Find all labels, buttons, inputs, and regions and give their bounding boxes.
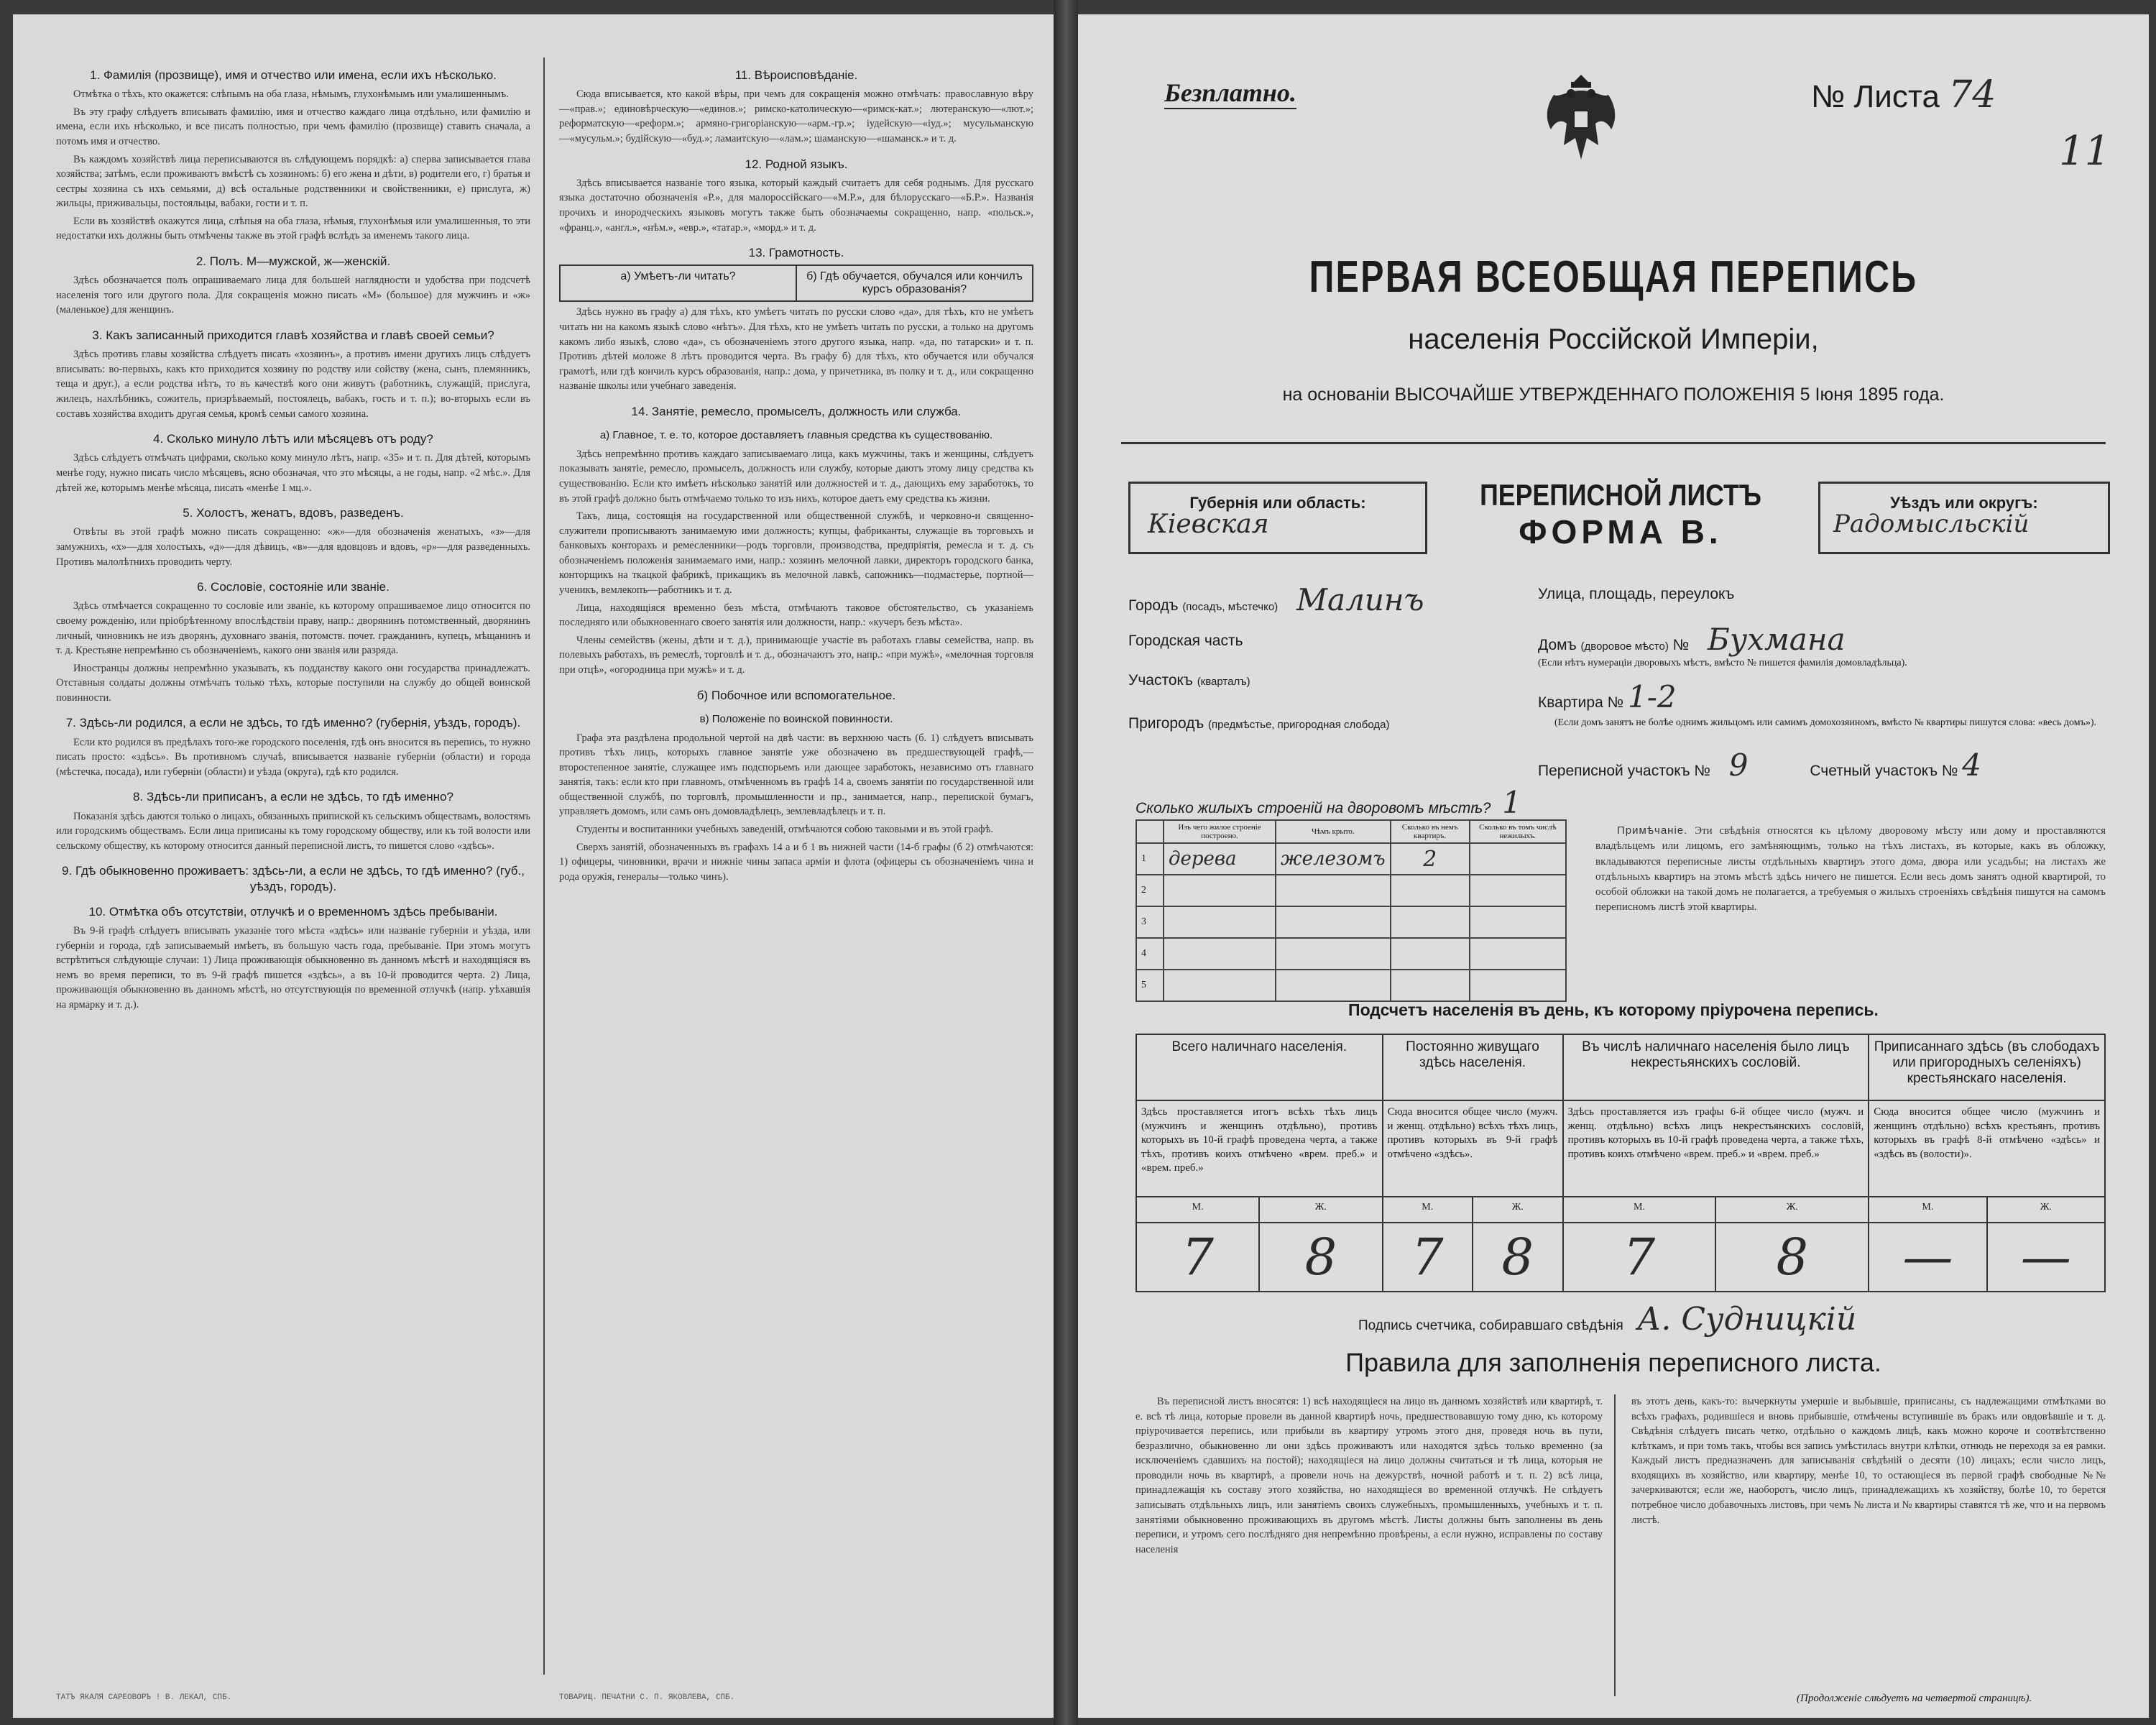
count-header-row [1136, 1034, 2105, 1100]
instruction-paragraph: Лица, находящіяся временно безъ мѣста, отмѣчаютъ таковое обстоятельство, съ указаніемъ последняго или обыкновеннаго своего занятія или должности, напр.: «кучеръ безъ мѣста». [559, 602, 1033, 629]
row-number: 4 [1136, 938, 1164, 970]
nonresidential-cell [1470, 843, 1566, 875]
header-total-present: Всего наличнаго населенія. [1136, 1034, 1383, 1100]
buildings-table [1135, 819, 1567, 1002]
section-heading: 9. Гдѣ обыкновенно проживаетъ: здѣсь-ли, а если не здѣсь, то гдѣ именно? (губ., уѣздъ, городъ). [62, 864, 525, 893]
row-number: 2 [1136, 875, 1164, 906]
header-roof: Чѣмъ крыто. [1276, 820, 1391, 843]
sex-label: М. [1869, 1197, 1986, 1223]
instruction-paragraph: Отвѣты въ этой графѣ можно писать сокращенно: «ж»—для обозначенія женатыхъ, «з»—для замужнихъ, «х»—для холостыхъ, «д»—для дѣвицъ, «в»—для вдовцовъ и вдовъ, «р»—для разведенныхъ. Противъ малолѣтнихъ проводить черту. [56, 526, 530, 568]
sex-label: Ж. [1259, 1197, 1382, 1223]
city-part-field: Городская часть [1128, 632, 1243, 649]
census-area-label: Переписной участокъ № [1538, 763, 1710, 779]
rules-divider [1614, 1394, 1616, 1696]
desc-total-present: Здѣсь проставляется итогъ всѣхъ тѣхъ лицъ (мужчинъ и женщинъ отдѣльно), противъ которыхъ въ 10-й графѣ проведена черта, а также тѣхъ, противъ коихъ отмѣчено «врем. преб.» и «врем. преб.» [1136, 1100, 1383, 1197]
sheet-number-value: 74 [1948, 73, 1996, 116]
section-subheading: в) Положеніе по воинской повинности. [699, 712, 893, 725]
instruction-paragraph: Здѣсь обозначается полъ опрашиваемаго лица для большей наглядности и удобства при подсчетѣ населенія того или другого пола. Для сокращенія можно писать «М» (большое) для мужчинъ и «ж» (маленькое) для женщинъ. [56, 275, 530, 316]
header-apartments: Сколько въ немъ квартиръ. [1391, 820, 1470, 843]
instructions-column-2 [559, 58, 1033, 887]
page-fold [1054, 0, 1078, 1725]
city-value: Малинъ [1296, 582, 1424, 617]
sex-label: М. [1563, 1197, 1716, 1223]
desc-registered-peasant: Сюда вносится общее число (мужчинъ и женщинъ отдѣльно) всѣхъ крестьянъ, противъ которыхъ въ графѣ 8-й отмѣчено «здѣсь» и «здѣсь въ (волости)». [1869, 1100, 2105, 1197]
sex-label: М. [1136, 1197, 1259, 1223]
nonresidential-cell [1470, 875, 1566, 906]
section-heading: 4. Сколько минуло лѣтъ или мѣсяцевъ отъ роду? [153, 432, 433, 446]
sheet-number-label: № Листа [1811, 79, 1940, 114]
header-nonresidential: Сколько въ томъ числѣ нежилыхъ. [1470, 820, 1566, 843]
table-row [1136, 906, 1566, 938]
signature-label: Подпись счетчика, собиравшаго свѣдѣнія [1358, 1318, 1623, 1333]
counter-area-value: 4 [1962, 748, 1982, 783]
suburb-field [1128, 715, 1389, 732]
instruction-paragraph: Въ эту графу слѣдуетъ вписывать фамилію, имя и отчество каждаго лица отдѣльно, или фамилію и имена, если ихъ нѣсколько, и все писать полностью, при чемъ фамилію (прозвище) ставить сначала, а потомъ имя и отчество. [56, 106, 530, 147]
nonpeasant-female-value: 8 [1715, 1223, 1869, 1292]
roof-cell [1276, 875, 1391, 906]
city-hint: (посадъ, мѣстечко) [1182, 601, 1279, 613]
district-label: Уѣздъ или округъ: [1890, 494, 2038, 512]
sex-label: Ж. [1473, 1197, 1563, 1223]
free-label: Безплатно. [1164, 78, 1296, 109]
buildings-value: 1 [1502, 785, 1521, 820]
row-number: 3 [1136, 906, 1164, 938]
section-heading: 6. Сословіе, состояніе или званіе. [197, 580, 390, 594]
house-hint: (дворовое мѣсто) [1580, 640, 1669, 653]
district-unit-label: Участокъ [1128, 672, 1193, 689]
house-value: Бухмана [1708, 622, 1846, 657]
instruction-paragraph: Отмѣтка о тѣхъ, кто окажется: слѣпымъ на оба глаза, нѣмымъ, глухонѣмымъ или умалишеннымъ. [73, 88, 509, 101]
form-heading [1430, 478, 1811, 551]
total-male-value: 7 [1136, 1223, 1259, 1292]
form-heading-line2: ФОРМА В. [1519, 513, 1723, 551]
section-heading: 14. Занятіе, ремесло, промыселъ, должность или служба. [631, 404, 962, 418]
section-heading: б) Побочное или вспомогательное. [696, 688, 896, 702]
province-label: Губернія или область: [1189, 494, 1366, 512]
section-heading: 8. Здѣсь-ли приписанъ, а если не здѣсь, то гдѣ именно? [133, 790, 453, 804]
peasant-male-value: — [1869, 1223, 1986, 1292]
sheet-number [1811, 73, 1996, 116]
count-values-row [1136, 1223, 2105, 1292]
instruction-paragraph: Здѣсь слѣдуетъ отмѣчать цифрами, сколько кому минуло лѣтъ, напр. «35» и т. п. Для дѣтей, которымъ менѣе году, нужно писать число мѣсяцевъ, ясно обозначая, что это мѣсяцы, а не годы, напр. «2 мѣс.». Для дѣтей же, которымъ менѣе мѣсяца, писать «менѣе 1 мц.». [56, 452, 530, 494]
table-row [1136, 875, 1566, 906]
city-label: Городъ [1128, 597, 1179, 614]
district-unit-field [1128, 672, 1250, 689]
imperial-eagle-emblem [1538, 66, 1624, 167]
literacy-subcolumns [559, 264, 1033, 302]
desc-permanent: Сюда вносится общее число (мужч. и женщ. отдѣльно) всѣхъ тѣхъ лицъ, противъ которыхъ въ 9-й графѣ отмѣчено «здѣсь». [1383, 1100, 1563, 1197]
buildings-question [1135, 785, 1521, 820]
table-row [1136, 970, 1566, 1001]
province-value: Кіевская [1148, 510, 1269, 539]
buildings-label: Сколько жилыхъ строеній на дворовомъ мѣстѣ? [1135, 800, 1491, 816]
instruction-paragraph: Показанія здѣсь даются только о лицахъ, обязанныхъ припиской къ сельскимъ обществамъ, волостямъ или городскимъ обществамъ. Если лица приписаны къ тому городскому обществу, или къ той волости или сельскому обществу, къ которому относится данный переписной листъ, то пишется слово «здѣсь». [56, 810, 530, 852]
material-cell [1164, 970, 1276, 1001]
row-number: 5 [1136, 970, 1164, 1001]
row-number: 1 [1136, 843, 1164, 875]
apartments-cell: 2 [1391, 843, 1470, 875]
peasant-female-value: — [1987, 1223, 2105, 1292]
population-count-table [1135, 1034, 2106, 1292]
counter-area-label: Счетный участокъ № [1810, 763, 1958, 779]
count-title: Подсчетъ населенія въ день, къ которому пріурочена перепись. [1348, 1000, 1879, 1019]
apartments-cell [1391, 906, 1470, 938]
apartments-cell [1391, 970, 1470, 1001]
literacy-subcolumn: б) Гдѣ обучается, обучался или кончилъ курсъ образованія? [796, 266, 1032, 300]
note-title: Примѣчаніе. [1617, 824, 1688, 837]
section-heading: 5. Холостъ, женатъ, вдовъ, разведенъ. [183, 506, 404, 520]
apartments-cell [1391, 875, 1470, 906]
header-num [1136, 820, 1164, 843]
census-title: ПЕРВАЯ ВСЕОБЩАЯ ПЕРЕПИСЬ [1309, 252, 1918, 302]
material-cell [1164, 938, 1276, 970]
apartment-field [1538, 679, 1677, 714]
header-registered-peasant: Приписаннаго здѣсь (въ слободахъ или пригородныхъ селеніяхъ) крестьянскаго населенія. [1869, 1034, 2105, 1100]
instruction-paragraph: Въ 9-й графѣ слѣдуетъ вписывать указаніе того мѣста «здѣсь» или названіе губерніи и уѣзда, или губерніи и города, гдѣ записываемый имѣетъ, въ большую часть года, пребываніе. При этомъ могутъ встрѣтиться слѣдующіе случаи: 1) Лица проживающія обыкновенно въ данномъ мѣстѣ и находящіяся въ немъ во время переписи, то въ 9-й графѣ пишется «здѣсь», а въ 10-й проводится черта. 2) Лица, проживающія обыкновенно въ данномъ мѣстѣ, но отсутствующія по временной отлучкѣ (напр. уѣхавшія на ярмарку и т. д.). [56, 925, 530, 1011]
instruction-paragraph: Если кто родился въ предѣлахъ того-же городского поселенія, гдѣ онъ вносится въ перепись, то нужно писать просто: «здѣсь». Въ противномъ случаѣ, вписывается названіе губерніи (области) и города (мѣстечка, посада), или губерніи (области) и уѣзда (округа), гдѣ кто родился. [56, 736, 530, 778]
instruction-paragraph: Иностранцы должны непремѣнно указывать, къ подданству какого они государства принадлежатъ. Отставныя солдаты должны отмѣчать только тѣхъ, которые поступили на службу до общей воинской повинности. [56, 662, 530, 704]
roof-cell [1276, 938, 1391, 970]
instruction-paragraph: Здѣсь непремѣнно противъ каждаго записываемаго лица, какъ мужчины, такъ и женщины, слѣдуетъ показывать занятіе, ремесло, промыселъ, должность или службу, которые даютъ этому лицу средства къ существованію. Если кто имѣетъ нѣсколько занятій или должностей и т. д., дающихъ ему заработокъ, то въ этой графѣ должно быть отмѣчаемо только то изъ нихъ, которое даетъ ему средства къ жизни. [559, 448, 1033, 505]
section-heading: 13. Грамотность. [748, 246, 844, 260]
instruction-paragraph: Здѣсь вписывается названіе того языка, который каждый считаетъ для себя роднымъ. Для русскаго языка достаточно обозначенія «Р.», для малороссійскаго—«М.Р.», для бѣлорусскаго—«Б.Р.». Названія прочихъ и инородческихъ языковъ могутъ также быть обозначаемы сокращенно, напр. «польск.», «франц.», «англ.», «нѣм.», «евр.», «татар.», «морд.» и т. д. [559, 177, 1033, 234]
instruction-paragraph: Въ каждомъ хозяйствѣ лица переписываются въ слѣдующемъ порядкѣ: а) сперва записывается глава хозяйства; затѣмъ, если проживаютъ вмѣстѣ съ хозяиномъ: б) его жена и дѣти, в) родители его, г) братья и сестры хозяина съ ихъ семьями, д) всѣ остальные родственники и свойственники, е) прислуга, ж) жильцы, приживальцы, постояльцы, вабаки, гости и т. п. [56, 153, 530, 210]
instruction-paragraph: Здѣсь нужно въ графу а) для тѣхъ, кто умѣетъ читать по русски слово «да», для тѣхъ, кто не умѣетъ читать ни на какомъ языкѣ слово «нѣтъ». Для тѣхъ, кто не умѣетъ читать по русски, а только на другомъ какомъ либо языкѣ, слово «да», съ обозначеніемъ этого другого языка, напр. «да, по татарски» и т. п. Противъ дѣтей моложе 8 лѣтъ проводится черта. Въ графу б) для тѣхъ, кто обучается или обучался грамотѣ, или гдѣ кончилъ курсъ образованія, напр.: дома, у причетника, въ полку и т. д., или сокращенно названіе школы или учебнаго заведенія. [559, 306, 1033, 392]
section-heading: 2. Полъ. М—мужской, ж—женскій. [195, 254, 391, 269]
apartment-note: (Если домъ занятъ не болѣе однимъ жильцомъ или самимъ домохозяиномъ, вмѣсто № квартиры пишутся слова: «весь домъ»). [1554, 717, 2096, 728]
nonresidential-cell [1470, 906, 1566, 938]
instruction-paragraph: Члены семействъ (жены, дѣти и т. д.), принимающіе участіе въ работахъ главы семейства, напр. въ полевыхъ работахъ, въ ремеслѣ, торговлѣ и т. д., обозначаютъ это, напр.: «при мужѣ», «мелочная торговля при отцѣ», «огородница при мужѣ» и т. д. [559, 634, 1033, 676]
rules-title: Правила для заполненія переписного листа. [1345, 1348, 1881, 1377]
house-field [1538, 622, 1846, 657]
instruction-paragraph: Здѣсь противъ главы хозяйства слѣдуетъ писать «хозяинъ», а противъ имени другихъ лицъ слѣдуетъ вписывать: во-первыхъ, какъ кто приходится хозяину по родству или сойству (жена, сынъ, племянникъ, теща и друг.), а если родства нѣтъ, то въ качествѣ кого они живутъ (работникъ, служащій, прислуга, жилецъ, нахлѣбникъ, сожитель, призрѣваемый, постоялецъ, вабакъ, гость и т. п.); во-вторыхъ если въ составъ хозяйства входитъ другая семья, кромѣ семьи самого хозяина. [56, 349, 530, 420]
nonresidential-cell [1470, 970, 1566, 1001]
district-box [1818, 482, 2110, 554]
nonresidential-cell [1470, 938, 1566, 970]
permanent-male-value: 7 [1383, 1223, 1473, 1292]
printer-footer-right: ТОВАРИЩ. ПЕЧАТНИ С. П. ЯКОВЛЕВА, СПБ. [559, 1693, 735, 1702]
section-heading: 3. Какъ записанный приходится главѣ хозяйства и главѣ своей семьи? [92, 328, 494, 343]
section-heading: 1. Фамилія (прозвище), имя и отчество или имена, если ихъ нѣсколько. [90, 68, 497, 82]
table-row [1136, 938, 1566, 970]
roof-cell [1276, 906, 1391, 938]
sex-label: Ж. [1715, 1197, 1869, 1223]
count-sex-row [1136, 1197, 2105, 1223]
suburb-hint: (предмѣстье, пригородная слобода) [1208, 719, 1390, 731]
suburb-label: Пригородъ [1128, 715, 1204, 732]
instruction-paragraph: Если въ хозяйствѣ окажутся лица, слѣпыя на оба глаза, нѣмыя, глухонѣмыя или умалишенныя, то эти недостатки ихъ должны быть отмѣчены также въ этой графѣ вслѣдъ за именемъ такого лица. [56, 215, 530, 242]
section-subheading: а) Главное, т. е. то, которое доставляетъ главныя средства къ существованію. [599, 429, 993, 442]
nonpeasant-male-value: 7 [1563, 1223, 1716, 1292]
signature-line [1358, 1301, 1856, 1338]
instruction-paragraph: Сверхъ занятій, обозначенныхъ въ графахъ 14 а и б 1 въ нижней части (14-б графы (б 2) отмѣчаются: 1) офицеры, чиновники, врачи и нижніе чины запаса арміи и флота (офицеры съ обозначеніемъ чина и рода оружія, генералы—только чинъ). [559, 841, 1033, 883]
house-label: Домъ [1538, 637, 1577, 653]
count-desc-row [1136, 1100, 2105, 1197]
table-row [1136, 843, 1566, 875]
apartment-value: 1-2 [1627, 679, 1677, 714]
census-area-field [1538, 748, 1981, 783]
material-cell: дерева [1164, 843, 1276, 875]
continue-note: (Продолженіе слѣдуетъ на четвертой страницѣ). [1797, 1693, 2032, 1704]
census-form-page [1078, 14, 2149, 1718]
literacy-subcolumn: а) Умѣетъ-ли читать? [620, 270, 736, 283]
census-subtitle: населенія Россійской Имперіи, [1408, 323, 1819, 355]
material-cell [1164, 875, 1276, 906]
header-non-peasant: Въ числѣ наличнаго населенія было лицъ некрестьянскихъ сословій. [1563, 1034, 1869, 1100]
signature-value: А. Судницкій [1637, 1301, 1857, 1338]
roof-cell: железомъ [1276, 843, 1391, 875]
apartment-label: Квартира № [1538, 694, 1624, 711]
instruction-paragraph: Здѣсь отмѣчается сокращенно то сословіе или званіе, къ которому опрашиваемое лицо относится по своему рожденію, или пріобрѣтенному впослѣдствіи праву, напр.: дворянинъ потомственный, дворянинъ личный, чиновникъ не изъ дворянъ, духовнаго званія, потомств. почет. гражданинъ, купецъ, мѣщанинъ и т. д. Крестьяне непремѣнно съ обозначеніемъ, какого они званія или разряда. [56, 600, 530, 657]
house-number-sign: № [1672, 637, 1690, 653]
rules-text-left: Въ переписной листъ вносятся: 1) всѣ находящіеся на лицо въ данномъ хозяйствѣ или квартирѣ, т. е. всѣ тѣ лица, которые провели въ данной квартирѣ ночь, предшествовавшую тому дню, къ которому пріурочивается перепись, или прибыли въ квартиру утромъ этого дня, проведя ночь въ пути, безразлично, обыкновенно ли они здѣсь проживаютъ или находятся здѣсь только временно (за исключеніемъ сдавшихъ на постой); находящіеся на лицо должны считаться и тѣ лица, которыя не проводили ночь въ квартирѣ, а провели ночь на дежурствѣ, ночной работѣ и т. п. 2) всѣ лица, принадлежащія къ составу этого хозяйства, но находящіеся во временной отлучкѣ. Не слѣдуетъ записывать отдѣльныхъ лицъ, или занятіемъ своихъ служебныхъ, промышленныхъ, учебныхъ и т. п. занятіями обыкновенно проживающихъ въ другомъ мѣстѣ. Листы должны быть заполнены въ день переписи, и утромъ сего послѣдняго дня непремѣнно провѣрены, а если нужно, исправлены по составу населенія [1135, 1396, 1603, 1555]
census-area-value: 9 [1728, 748, 1749, 783]
street-field: Улица, площадь, переулокъ [1538, 586, 1735, 602]
district-unit-hint: (кварталъ) [1197, 676, 1250, 688]
permanent-female-value: 8 [1473, 1223, 1563, 1292]
buildings-note [1595, 823, 2106, 916]
instruction-paragraph: Графа эта раздѣлена продольной чертой на двѣ части: въ верхнюю часть (б. 1) слѣдуетъ вписывать противъ тѣхъ лицъ, которыхъ главное занятіе уже обозначено въ предшествующей графѣ,—второстепенное занятіе, служащее имъ подспорьемъ или дающее заработокъ, независимо отъ главнаго занятія, такъ: если кто при главномъ, отмѣченномъ въ графѣ 14 а, своемъ занятіи по государственной или общественной службѣ, по торговлѣ, промышленности и пр., занимается, напр., перепиской бумагъ, управляетъ домомъ, или самъ онъ домовладѣлецъ, землевладѣлецъ и т. п. [559, 732, 1033, 818]
note-text: Эти свѣдѣнія относятся къ цѣлому дворовому мѣсту или дому и проставляются владѣльцемъ или лицомъ, его замѣняющимъ, только на тѣхъ листахъ, въ которые, какъ въ обложку, вкладываются переписные листы отдѣльныхъ квартиръ этого дома, двора или усадьбы; на листахъ же отдѣльныхъ квартиръ на этомъ мѣстѣ здѣсь ничего не пишется. Если весь домъ занятъ одной квартирой, то особой обложки на такой домъ не полагается, а требуемыя о жилыхъ строеніяхъ свѣдѣнія пишутся на самомъ переписномъ листѣ этой квартиры. [1595, 825, 2106, 914]
instruction-paragraph: Сюда вписывается, кто какой вѣры, при чемъ для сокращенія можно отмѣчать: православную вѣру—«прав.»; единовѣрческую—«единов.»; римско-католическую—«римск-кат.»; лютеранскую—«лют.»; реформатскую—«реформ.»; армяно-григоріанскую—«арм.-гр.»; іудейскую—«іуд.»; мусульманскую—«мусульм.»; будійскую—«буд.»; ламаитскую—«лам.»; шаманскую—«шаманск.» и т. д. [559, 88, 1033, 144]
city-field [1128, 582, 1424, 617]
roof-cell [1276, 970, 1391, 1001]
buildings-table-header [1136, 820, 1566, 843]
district-value: Радомысльскій [1833, 510, 2030, 538]
header-material: Изъ чего жилое строеніе построено. [1164, 820, 1276, 843]
printer-footer-left: ТАТЪ ЯКАЛЯ САРЕОВОРЪ ! В. ЛЕКАЛ, СПБ. [56, 1693, 232, 1702]
legal-basis-line: на основаніи ВЫСОЧАЙШЕ УТВЕРЖДЕННАГО ПОЛОЖЕНІЯ 5 Іюня 1895 года. [1282, 385, 1945, 405]
section-heading: 7. Здѣсь-ли родился, а если не здѣсь, то гдѣ именно? (губернія, уѣздъ, городъ). [65, 716, 521, 730]
house-note: (Если нѣтъ нумераціи дворовыхъ мѣстъ, вмѣсто № пишется фамилія домовладѣльца). [1538, 658, 1907, 668]
material-cell [1164, 906, 1276, 938]
sex-label: Ж. [1987, 1197, 2105, 1223]
province-box [1128, 482, 1427, 554]
total-female-value: 8 [1259, 1223, 1382, 1292]
left-instructions-page [13, 14, 1054, 1718]
instructions-column-1 [56, 58, 530, 1016]
sheet-number-second: 11 [2059, 128, 2111, 175]
apartments-cell [1391, 938, 1470, 970]
form-heading-line1: ПЕРЕПИСНОЙ ЛИСТЪ [1480, 478, 1761, 512]
section-heading: 11. Вѣроисповѣданіе. [734, 68, 858, 82]
instruction-paragraph: Студенты и воспитанники учебныхъ заведеній, отмѣчаются собою таковыми и въ этой графѣ. [576, 823, 994, 835]
section-heading: 12. Родной языкъ. [745, 157, 848, 171]
sex-label: М. [1383, 1197, 1473, 1223]
column-divider [543, 58, 545, 1675]
section-heading: 10. Отмѣтка объ отсутствіи, отлучкѣ и о временномъ здѣсь пребываніи. [88, 904, 498, 919]
desc-non-peasant: Здѣсь проставляется изъ графы 6-й общее число (мужч. и женщ. отдѣльно) всѣхъ лицъ некрестьянскихъ сословій, противъ которыхъ въ 10-й графѣ проведена черта, а также тѣхъ, противъ коихъ отмѣчено «врем. преб.» и «врем. преб.» [1563, 1100, 1869, 1197]
top-rule [1121, 442, 2106, 444]
rules-text-right: въ этотъ день, какъ-то: вычеркнуты умершіе и выбывшіе, приписаны, съ надлежащими отмѣтками во всѣхъ графахъ, родившіеся и вновь прибывшіе, отмѣчены вступившіе въ бракъ или овдовѣвшіе и т. д. Свѣдѣнія слѣдуетъ писать четко, отдѣльно о каждомъ лицѣ, какъ можно короче и соотвѣтственно клѣткамъ, и при томъ такъ, чтобы вся запись умѣстилась внутри клѣтки, отнюдь не переходя за ея рамки. Каждый листъ предназначенъ для записыванія свѣдѣній о десяти (10) лицахъ; если число лицъ, входящихъ въ хозяйство, или квартиру, менѣе 10, то остающіеся въ первой графѣ свободные №№ зачеркиваются; если же, наоборотъ, число лицъ, принадлежащихъ къ хозяйству, болѣе 10, то берется потребное число добавочныхъ листовъ, при чемъ № листа и № квартиры ставятся тѣ же, что и на первомъ листѣ. [1631, 1396, 2106, 1526]
instruction-paragraph: Такъ, лица, состоящія на государственной или общественной службѣ, и черковно-и священно-служители прописываютъ занимаемую ими должность; купцы, фабриканты, служащіе въ торговыхъ и банковыхъ конторахъ и ремесленники—родъ торговли, производства, предпріятія, ремесла и т. д. съ обозначеніемъ положенія занимаемаго ими, напр.: хозяинъ мелочной лавки, директоръ городского банка, конторщикъ на ткацкой фабрикѣ, прикащикъ въ мелочной лавкѣ, сапожникъ—подмастерье, портной—ученикъ, вемлекопъ—работникъ и т. д. [559, 510, 1033, 597]
header-permanent: Постоянно живущаго здѣсь населенія. [1383, 1034, 1563, 1100]
